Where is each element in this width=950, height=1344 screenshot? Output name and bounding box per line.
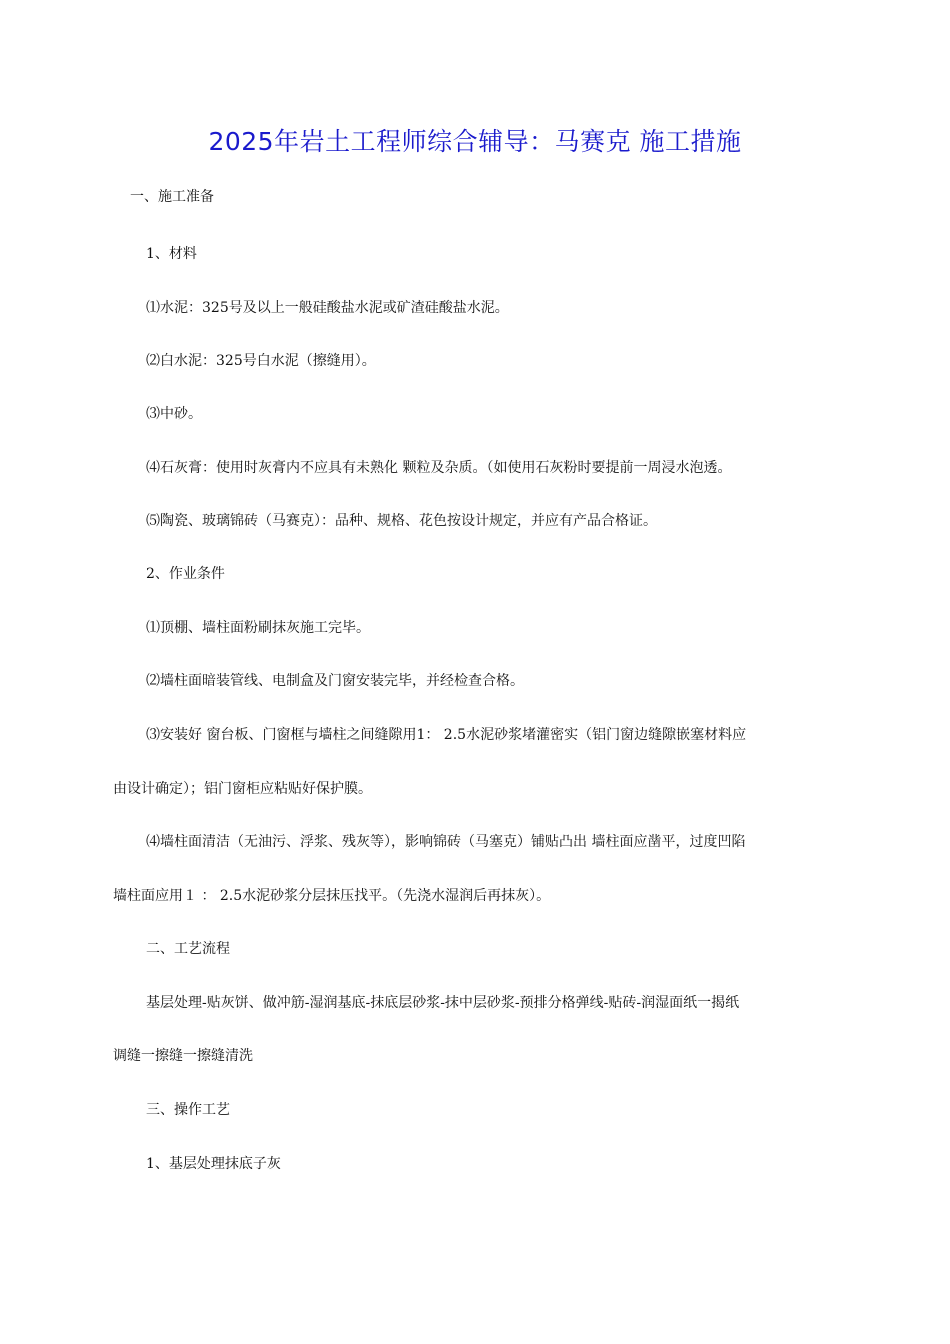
paragraph-line: ⑴水泥：325号及以上一般硅酸盐水泥或矿渣硅酸盐水泥。	[146, 300, 509, 316]
paragraph-line: 由设计确定）；铝门窗柜应粘贴好保护膜。	[113, 781, 372, 797]
paragraph-line: ⑵墙柱面暗装管线、电制盒及门窗安装完毕，并经检查合格。	[146, 673, 524, 689]
paragraph-line: 调缝一擦缝一擦缝清洗	[113, 1048, 253, 1064]
paragraph-line: ⑵白水泥：325号白水泥（擦缝用）。	[146, 353, 376, 369]
paragraph-line: ⑶安装好 窗台板、门窗框与墙柱之间缝隙用1： 2.5水泥砂浆堵灌密实（铝门窗边缝隙嵌塞材料应	[146, 727, 747, 743]
section-heading: 二、工艺流程	[146, 941, 230, 957]
paragraph-line: ⑷石灰膏：使用时灰膏内不应具有未熟化 颗粒及杂质。（如使用石灰粉时要提前一周浸水泡透。	[146, 460, 732, 476]
paragraph-line: 基层处理-贴灰饼、做冲筋-湿润基底-抹底层砂浆-抹中层砂浆-预排分格弹线-贴砖-润湿面纸一揭纸	[146, 995, 740, 1011]
document-title: 2025年岩土工程师综合辅导：马赛克 施工措施	[208, 127, 742, 156]
paragraph-line: ⑴顶棚、墙柱面粉刷抹灰施工完毕。	[146, 620, 370, 636]
subsection-heading: 2、作业条件	[146, 566, 225, 582]
paragraph-line: ⑷墙柱面清洁（无油污、浮浆、残灰等），影响锦砖（马塞克）铺贴凸出 墙柱面应凿平，过度凹陷	[146, 834, 746, 850]
subsection-heading: 1、基层处理抹底子灰	[146, 1156, 281, 1172]
paragraph-line: 墙柱面应用１ ： 2.5水泥砂浆分层抹压找平。（先浇水湿润后再抹灰）。	[113, 888, 551, 904]
section-heading: 三、操作工艺	[146, 1102, 230, 1118]
paragraph-line: ⑶中砂。	[146, 406, 202, 422]
section-heading: 一、施工准备	[130, 189, 214, 205]
subsection-heading: 1、材料	[146, 246, 197, 262]
paragraph-line: ⑸陶瓷、玻璃锦砖（马赛克）：品种、规格、花色按设计规定，并应有产品合格证。	[146, 513, 657, 529]
